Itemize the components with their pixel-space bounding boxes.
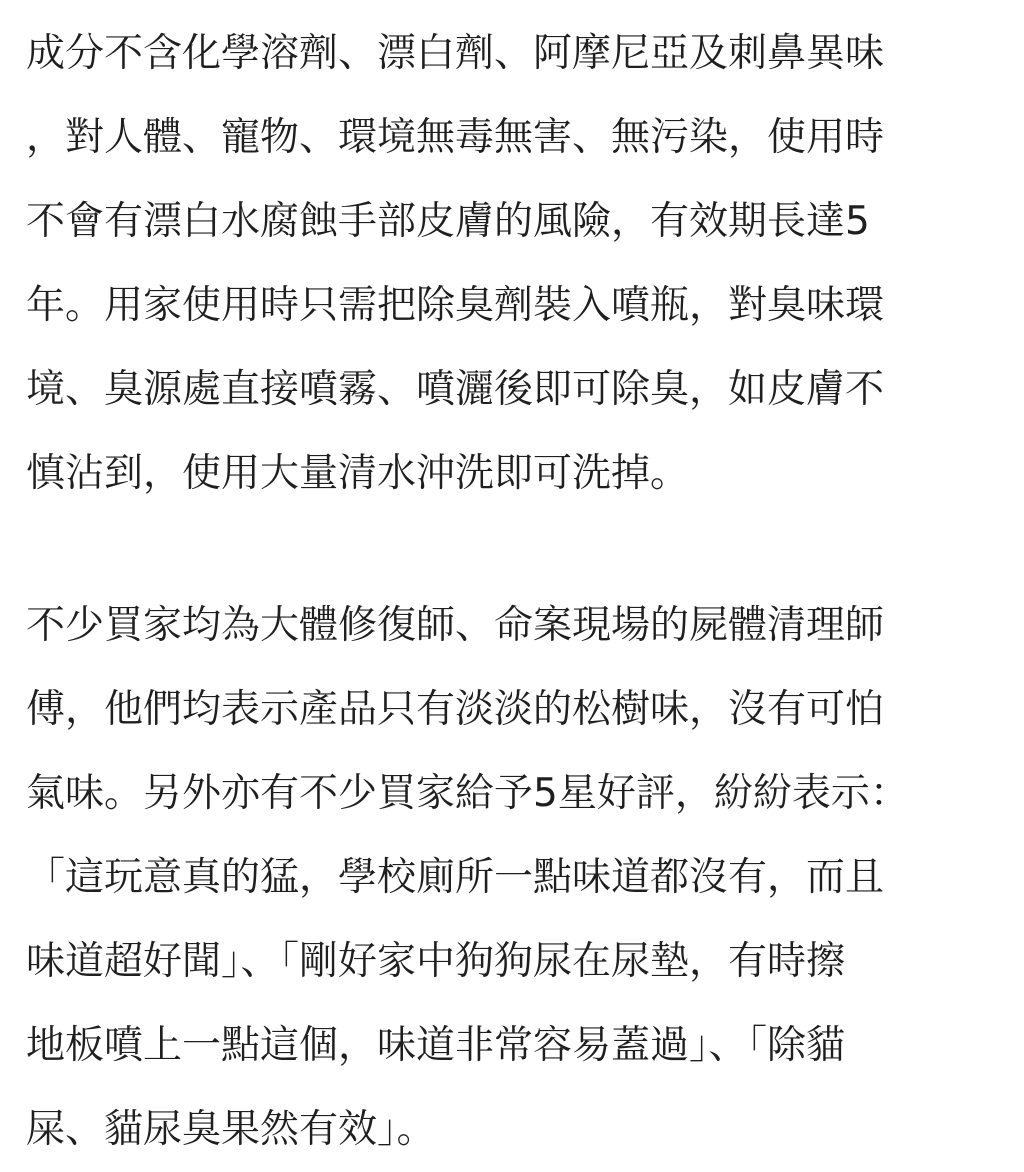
paragraph-buyer-reviews: [26, 584, 1001, 1172]
text-line: 「這玩意真的猛，學校廁所一點味道都沒有，而且: [26, 855, 885, 900]
text-line: 屎、貓尿臭果然有效」。: [26, 1107, 436, 1152]
text-line: 傅，他們均表示產品只有淡淡的松樹味，沒有可怕: [26, 687, 885, 732]
text-line: 不少買家均為大體修復師、命案現場的屍體清理師: [26, 603, 885, 648]
text-line: 成分不含化學溶劑、漂白劑、阿摩尼亞及刺鼻異味: [26, 31, 885, 76]
text-line: 不會有漂白水腐蝕手部皮膚的風險，有效期長達5: [26, 199, 870, 244]
paragraph-product-description: [26, 12, 1001, 516]
text-line: ，對人體、寵物、環境無毒無害、無污染，使用時: [26, 115, 885, 160]
article-body: [26, 12, 1001, 1172]
text-line: 慎沾到，使用大量清水沖洗即可洗掉。: [26, 451, 690, 496]
text-line: 地板噴上一點這個，味道非常容易蓋過」、「除貓: [26, 1023, 846, 1068]
text-line: 年。用家使用時只需把除臭劑裝入噴瓶，對臭味環: [26, 283, 885, 328]
text-line: 味道超好聞」、「剛好家中狗狗尿在尿墊，有時擦: [26, 939, 846, 984]
paragraph-spacer: [26, 516, 1001, 584]
text-line: 境、臭源處直接噴霧、噴灑後即可除臭，如皮膚不: [26, 367, 885, 412]
text-line: 氣味。另外亦有不少買家給予5星好評，紛紛表示：: [26, 771, 909, 816]
